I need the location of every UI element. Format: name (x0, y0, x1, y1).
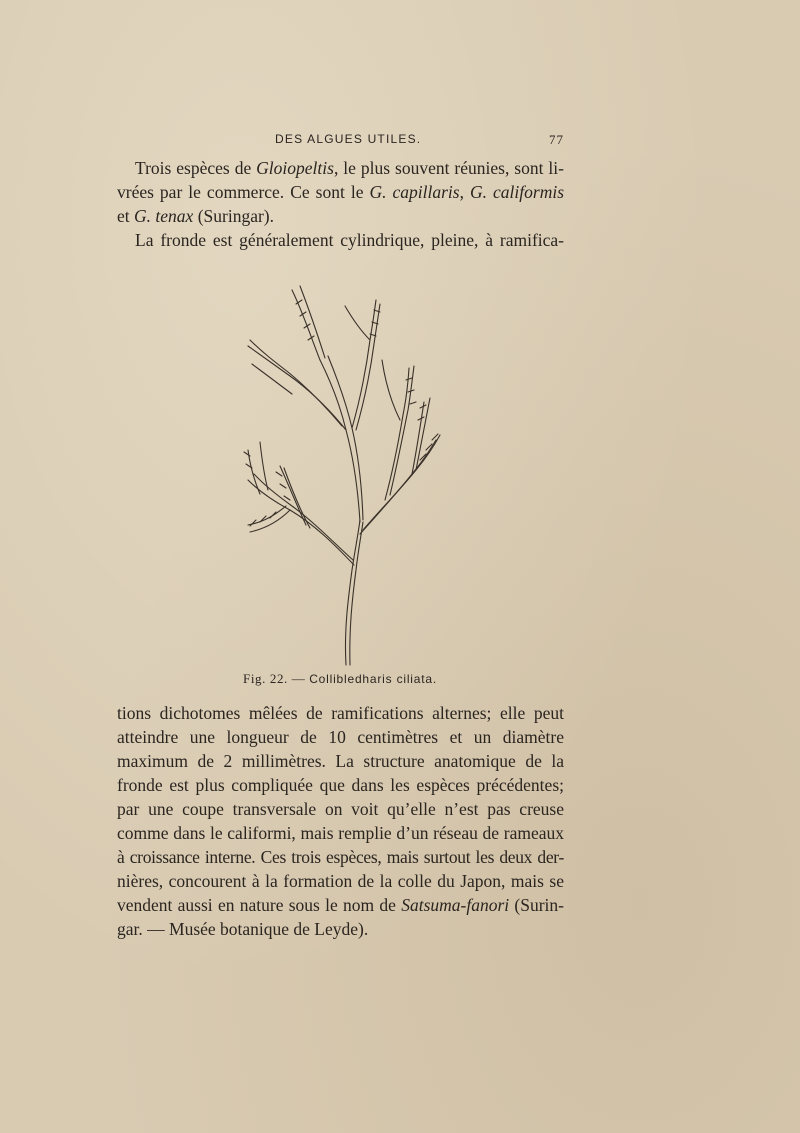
text-line: La fronde est généralement cylindrique, pleine, à ramifica- (135, 230, 564, 250)
page-header (117, 132, 564, 152)
text-line: gar. — Musée botanique de Leyde). (117, 919, 369, 939)
text-line: tions dichotomes mêlées de ramifications alternes; elle peut (117, 703, 564, 723)
species-name: G. tenax (134, 206, 194, 226)
text-line: et G. tenax (Suringar). (117, 206, 274, 226)
species-name: G. capillaris (369, 182, 460, 202)
text-line: comme dans le califormi, mais remplie d’un réseau de rameaux (117, 823, 564, 843)
text-line: maximum de 2 millimètres. La structure anatomique de la (117, 751, 564, 771)
paragraph-fronde-intro (117, 228, 564, 252)
figure-species: Collibledharis ciliata. (309, 672, 437, 686)
text-line: fronde est plus compliquée que dans les espèces précédentes; (117, 775, 564, 795)
text-line: Trois espèces de Gloiopeltis, le plus souvent réunies, sont li- (135, 158, 564, 178)
species-name: G. califormis (470, 182, 564, 202)
figure-number: Fig. 22. — (243, 671, 310, 686)
seaweed-illustration (220, 270, 460, 670)
text-line: nières, concourent à la formation de la colle du Japon, mais se (117, 871, 564, 891)
paragraph-gloiopeltis (117, 156, 564, 228)
figure-caption (243, 671, 437, 687)
species-name: Gloiopeltis (256, 158, 334, 178)
text-line: par une coupe transversale on voit qu’elle n’est pas creuse (117, 799, 564, 819)
paragraph-structure (117, 701, 564, 941)
text-line: à croissance interne. Ces trois espèces, mais surtout les deux der- (117, 847, 564, 867)
seaweed-drawing (220, 270, 460, 670)
text-line: vendent aussi en nature sous le nom de Satsuma-fanori (Surin- (117, 895, 564, 915)
product-name: Satsuma-fanori (401, 895, 510, 915)
text-line: vrées par le commerce. Ce sont le G. capillaris, G. califormis (117, 182, 564, 202)
running-title: DES ALGUES UTILES. (275, 132, 422, 146)
page-number: 77 (549, 132, 564, 147)
text-line: atteindre une longueur de 10 centimètres et un diamètre (117, 727, 564, 747)
